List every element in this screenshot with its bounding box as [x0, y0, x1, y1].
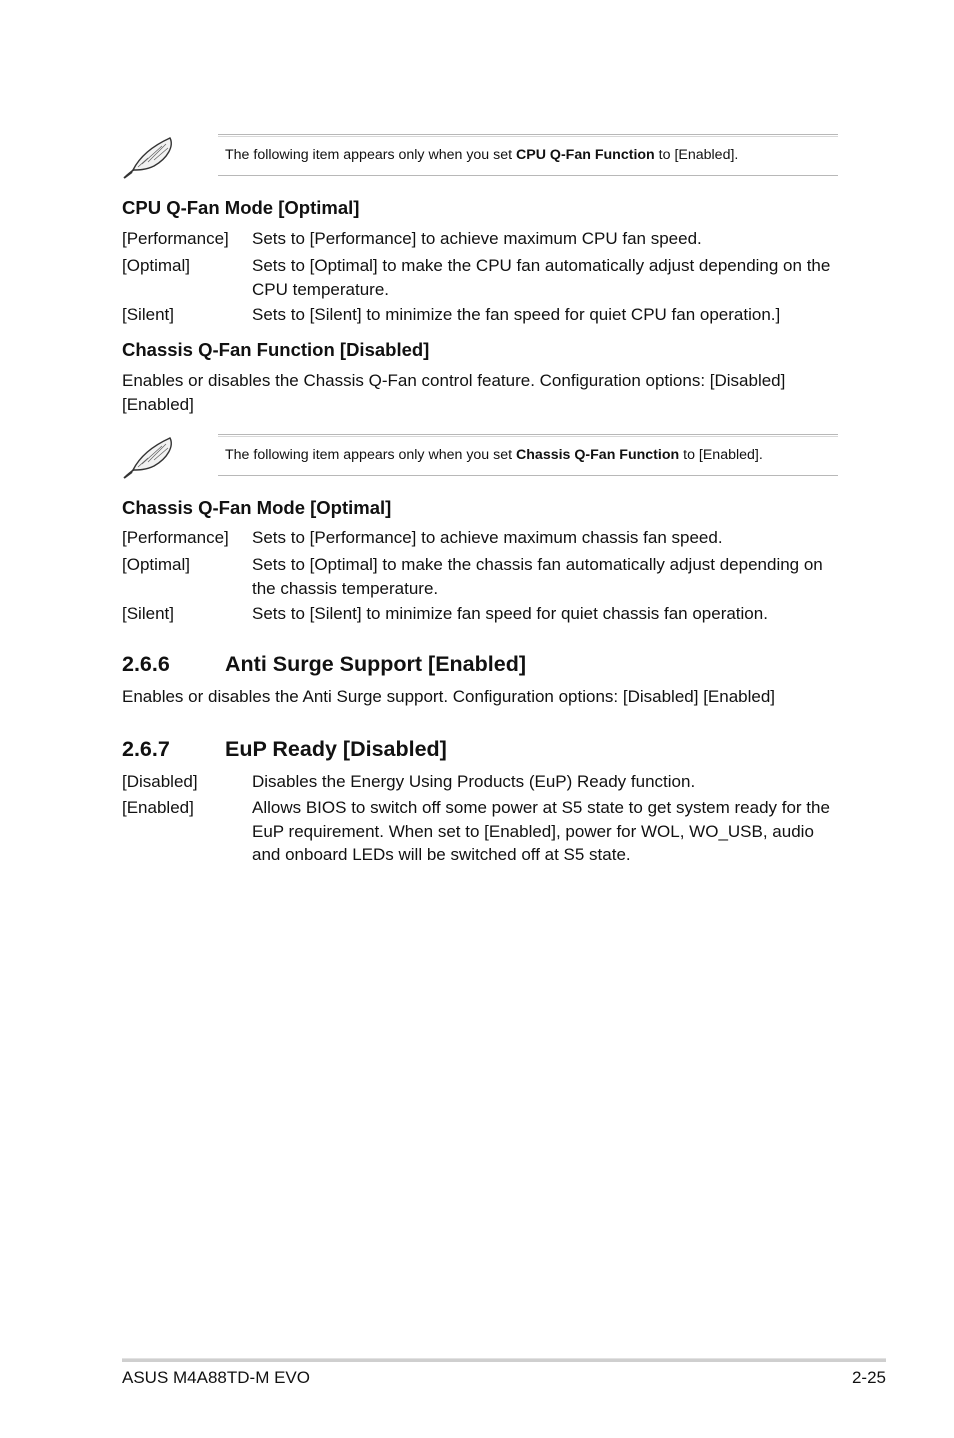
footer-page-number: 2-25: [851, 1368, 886, 1387]
note-box: [218, 434, 838, 476]
feather-pen-icon: [122, 434, 176, 480]
note-box: [218, 134, 838, 176]
option-key: [Enabled]: [122, 798, 194, 817]
note-cpu-qfan: [122, 134, 838, 184]
anti-surge-heading: [122, 652, 526, 677]
option-desc: Sets to [Performance] to achieve maximum chassis fan speed.: [252, 528, 723, 547]
option-desc: Sets to [Performance] to achieve maximum CPU fan speed.: [252, 229, 702, 248]
section-title: Anti Surge Support [Enabled]: [225, 652, 526, 676]
option-desc: Sets to [Optimal] to make the chassis fan automatically adjust depending on the chassis temperature.: [252, 555, 823, 598]
section-number: 2.6.7: [122, 737, 170, 761]
section-title: EuP Ready [Disabled]: [225, 737, 447, 761]
option-key: [Performance]: [122, 528, 229, 547]
option-desc: Sets to [Silent] to minimize fan speed for quiet chassis fan operation.: [252, 604, 768, 623]
note-text: The following item appears only when you set Chassis Q-Fan Function to [Enabled].: [225, 447, 763, 463]
feather-pen-icon: [122, 134, 176, 180]
section-number: 2.6.6: [122, 652, 170, 676]
option-key: [Performance]: [122, 229, 229, 248]
note-chassis-qfan: [122, 434, 838, 484]
option-desc: Allows BIOS to switch off some power at S5 state to get system ready for the EuP requirement. When set to [Enabled], power for WOL, WO_USB, audio and onboard LEDs will be switched off at S5 state.: [252, 798, 830, 864]
chassis-qfan-function-heading: Chassis Q-Fan Function [Disabled]: [122, 339, 430, 360]
option-key: [Optimal]: [122, 555, 191, 574]
option-key: [Disabled]: [122, 772, 198, 791]
option-desc: Sets to [Silent] to minimize the fan speed for quiet CPU fan operation.]: [252, 305, 781, 324]
option-desc: Sets to [Optimal] to make the CPU fan automatically adjust depending on the CPU temperature.: [252, 256, 831, 299]
cpu-qfan-mode-heading: CPU Q-Fan Mode [Optimal]: [122, 197, 360, 218]
eup-ready-heading: [122, 737, 447, 762]
footer-product-name: ASUS M4A88TD-M EVO: [122, 1368, 310, 1387]
footer-divider: [122, 1358, 886, 1362]
option-key: [Silent]: [122, 604, 174, 623]
option-desc: Disables the Energy Using Products (EuP) Ready function.: [252, 772, 696, 791]
option-key: [Silent]: [122, 305, 174, 324]
option-key: [Optimal]: [122, 256, 191, 275]
anti-surge-text: Enables or disables the Anti Surge support. Configuration options: [Disabled] [Enabled]: [122, 687, 776, 706]
note-text: The following item appears only when you set CPU Q-Fan Function to [Enabled].: [225, 147, 739, 163]
chassis-qfan-mode-heading: Chassis Q-Fan Mode [Optimal]: [122, 497, 392, 518]
chassis-qfan-function-text: Enables or disables the Chassis Q-Fan control feature. Configuration options: [Disabled] [Enabled]: [122, 371, 786, 414]
